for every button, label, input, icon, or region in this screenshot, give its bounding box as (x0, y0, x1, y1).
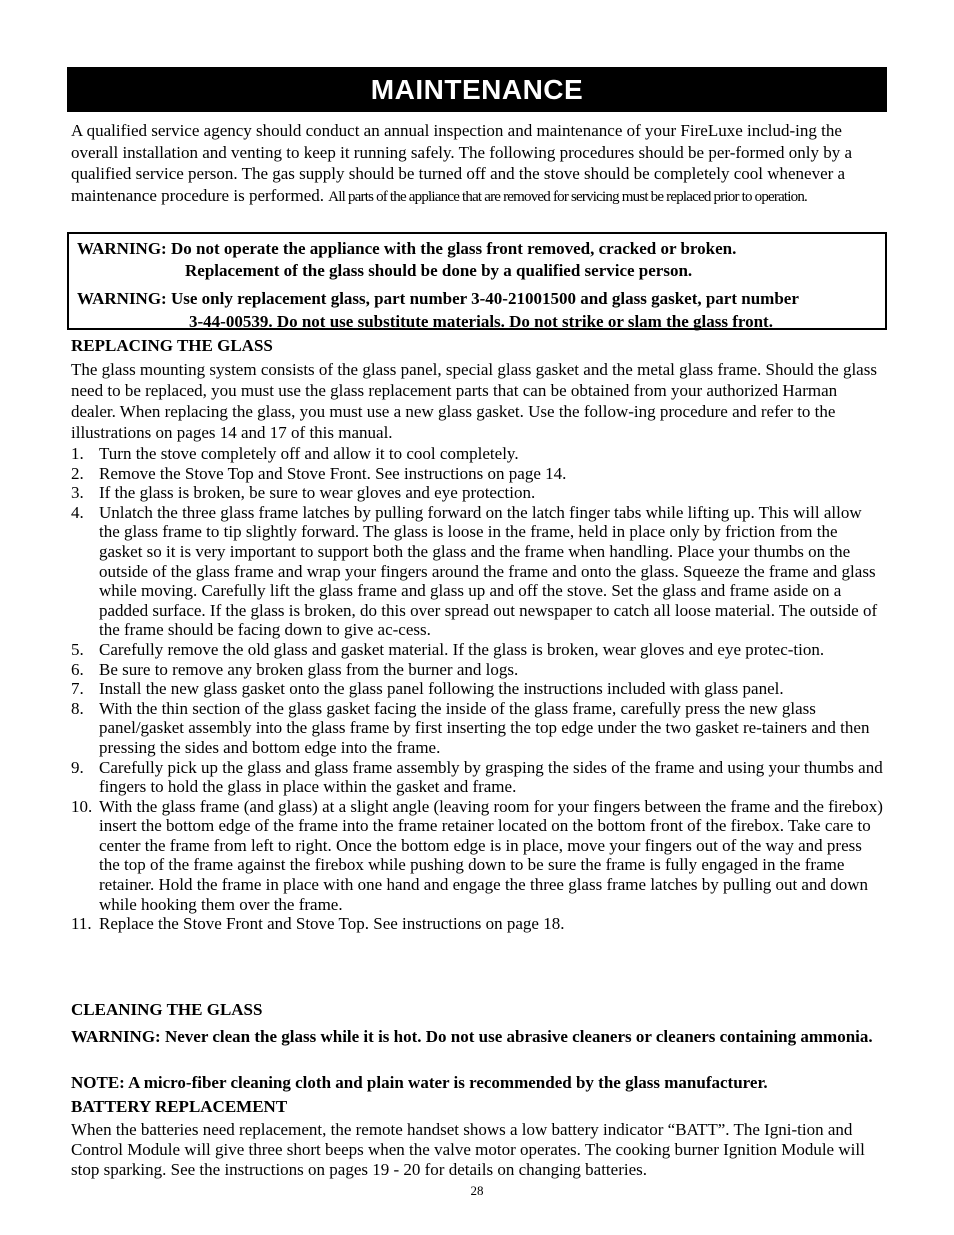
step-number: 7. (71, 679, 84, 699)
replacing-glass-heading: REPLACING THE GLASS (71, 336, 273, 355)
step-text: Carefully pick up the glass and glass frame assembly by grasping the sides of the frame and using your thumbs and fingers to hold the glass in place within the gasket and frame. (99, 757, 883, 797)
intro-small-text: All parts of the appliance that are removed for servicing must be replaced prior to operation. (328, 188, 808, 205)
list-item (71, 679, 883, 699)
list-item (71, 797, 883, 915)
step-number: 6. (71, 659, 84, 679)
battery-replacement-heading: BATTERY REPLACEMENT (71, 1097, 288, 1116)
step-number: 11. (71, 914, 92, 934)
cleaning-note: NOTE: A micro-fiber cleaning cloth and plain water is recommended by the glass manufacturer. (71, 1073, 768, 1092)
list-item (71, 758, 883, 797)
replacing-glass-steps (71, 444, 883, 934)
step-number: 4. (71, 502, 84, 522)
cleaning-warning: WARNING: Never clean the glass while it is hot. Do not use abrasive cleaners or cleaners containing ammonia. (71, 1027, 873, 1046)
step-number: 3. (71, 483, 84, 503)
warning-2-line-1: WARNING: Use only replacement glass, part number 3-40-21001500 and glass gasket, part number (77, 289, 799, 308)
list-item (71, 660, 883, 680)
list-item (71, 444, 883, 464)
intro-paragraph (71, 120, 883, 208)
step-text: Be sure to remove any broken glass from the burner and logs. (99, 659, 519, 679)
warning-box (67, 232, 887, 330)
step-number: 5. (71, 639, 84, 659)
list-item (71, 640, 883, 660)
list-item (71, 464, 883, 484)
step-number: 9. (71, 757, 84, 777)
warning-1-line-2: Replacement of the glass should be done by a qualified service person. (185, 261, 693, 280)
step-text: If the glass is broken, be sure to wear gloves and eye protection. (99, 483, 536, 503)
list-item (71, 914, 883, 934)
warning-2-line-2: 3-44-00539. Do not use substitute materials. Do not strike or slam the glass front. (189, 312, 773, 331)
warning-1-line-1: WARNING: Do not operate the appliance with the glass front removed, cracked or broken. (77, 239, 737, 258)
cleaning-glass-heading: CLEANING THE GLASS (71, 1000, 263, 1019)
step-number: 1. (71, 444, 84, 463)
step-number: 10. (71, 796, 93, 816)
list-item (71, 699, 883, 758)
replacing-glass-intro: The glass mounting system consists of the glass panel, special glass gasket and the metal glass frame. Should the glass need to be replaced, you must use the glass replacement parts that can be obtained from your authorized Harman dealer. When replacing the glass, you must use a new glass gasket. Use the follow-ing procedure and refer to the illustrations on pages 14 and 17 of this manual. (71, 360, 877, 442)
step-text: With the glass frame (and glass) at a slight angle (leaving room for your fingers between the frame and the firebox) insert the bottom edge of the frame into the frame retainer located on the bottom front of the firebox. Take care to center the frame from left to right. Once the bottom edge is in place, move your fingers out of the way and press the top of the frame against the firebox while pushing down to be sure the frame is fully engaged in the frame retainer. Hold the frame in place with one hand and engage the three glass frame latches by pulling out and down while hooking them over the frame. (99, 796, 883, 914)
step-text: With the thin section of the glass gasket facing the inside of the glass frame, carefully press the new glass panel/gasket assembly into the glass frame by first inserting the top edge under the two gasket re-tainers and then pressing the sides and bottom edge into the frame. (99, 698, 870, 757)
step-text: Carefully remove the old glass and gasket material. If the glass is broken, wear gloves and eye protec-tion. (99, 639, 825, 659)
step-text: Remove the Stove Top and Stove Front. See instructions on page 14. (99, 463, 567, 483)
step-number: 8. (71, 698, 84, 718)
page-number: 28 (470, 1183, 484, 1198)
step-text: Replace the Stove Front and Stove Top. See instructions on page 18. (99, 914, 565, 934)
list-item (71, 503, 883, 640)
step-number: 2. (71, 463, 84, 483)
battery-replacement-text: When the batteries need replacement, the remote handset shows a low battery indicator “BATT”. The Igni-tion and Control Module will give three short beeps when the valve motor operates. The cooking burner Ignition Module will stop sparking. See the instructions on pages 19 - 20 for details on changing batteries. (71, 1120, 865, 1179)
intro-text: A qualified service agency should conduct an annual inspection and maintenance of your FireLuxe includ-ing the overall installation and venting to keep it running safely. The following procedures should be per-formed only by a qualified service person. The gas supply should be turned off and the stove should be completely cool whenever a maintenance procedure is performed. (71, 121, 852, 205)
step-text: Turn the stove completely off and allow it to cool completely. (99, 444, 519, 463)
list-item (71, 483, 883, 503)
step-text: Unlatch the three glass frame latches by pulling forward on the latch finger tabs while lifting up. This will allow the glass frame to tip slightly forward. The glass is loose in the frame, held in place only by friction from the gasket so it is very important to support both the glass and the frame when handling. Place your thumbs on the outside of the glass frame and wrap your fingers around the frame and onto the glass. Squeeze the frame and glass while moving. Carefully lift the glass frame and glass up and off the stove. Set the glass and frame aside on a padded surface. If the glass is broken, do this over spread out newspaper to catch all loose material. The outside of the frame should be facing down to give ac-cess. (99, 502, 878, 640)
page-title: MAINTENANCE (67, 67, 887, 112)
step-text: Install the new glass gasket onto the glass panel following the instructions included with glass panel. (99, 679, 784, 699)
